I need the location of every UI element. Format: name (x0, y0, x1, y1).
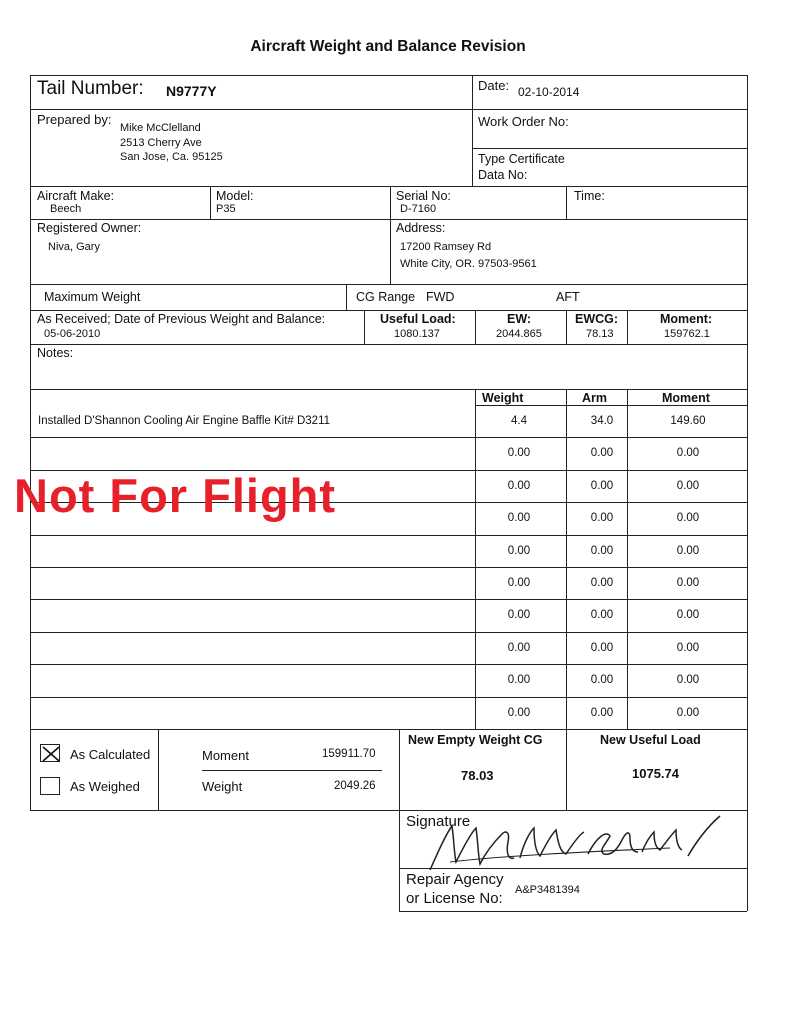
row-arm: 0.00 (590, 480, 614, 492)
new-useful-load-value: 1075.74 (632, 766, 679, 781)
repair-agency-label: Repair Agency (406, 871, 504, 888)
rule (30, 729, 747, 730)
row-weight: 0.00 (507, 707, 531, 719)
moment-value: 159762.1 (664, 328, 710, 340)
row-weight: 0.00 (507, 609, 531, 621)
row-moment: 0.00 (676, 674, 700, 686)
tail-number-label: Tail Number: (37, 78, 144, 99)
useful-load-value: 1080.137 (394, 328, 440, 340)
rule (346, 284, 347, 310)
as-calculated-checkbox[interactable] (40, 744, 60, 762)
rule (30, 284, 747, 285)
prepared-by-label: Prepared by: (37, 112, 112, 127)
form-title: Aircraft Weight and Balance Revision (250, 38, 526, 55)
rule (747, 75, 748, 911)
row-weight: 0.00 (507, 577, 531, 589)
x-mark-icon (41, 745, 61, 763)
table-header-arm: Arm (582, 391, 608, 405)
registered-owner-value: Niva, Gary (48, 241, 100, 253)
row-weight: 0.00 (507, 512, 531, 524)
row-divider (30, 632, 747, 633)
owner-address-line2: White City, OR. 97503-9561 (400, 258, 537, 270)
ew-label: EW: (507, 312, 532, 326)
work-order-label: Work Order No: (478, 114, 569, 129)
signature-label: Signature (406, 813, 471, 830)
row-arm: 34.0 (590, 415, 614, 427)
type-certificate-label: Type Certificate (478, 152, 565, 166)
new-empty-weight-cg-label: New Empty Weight CG (408, 733, 543, 747)
cg-fwd-label: FWD (426, 290, 455, 304)
rule (30, 75, 31, 810)
row-arm: 0.00 (590, 577, 614, 589)
row-moment: 0.00 (676, 577, 700, 589)
as-received-date: 05-06-2010 (44, 328, 101, 340)
rule (566, 310, 567, 344)
row-arm: 0.00 (590, 707, 614, 719)
row-arm: 0.00 (590, 642, 614, 654)
rule (566, 186, 567, 219)
row-arm: 0.00 (590, 512, 614, 524)
rule (30, 186, 747, 187)
row-divider (30, 697, 747, 698)
rule (30, 810, 747, 811)
table-header-moment: Moment (662, 391, 710, 405)
row-moment: 0.00 (676, 609, 700, 621)
row-weight: 0.00 (507, 674, 531, 686)
rule (202, 770, 382, 771)
type-certificate-data-label: Data No: (478, 168, 528, 182)
rule (472, 148, 747, 149)
rule (30, 389, 747, 390)
ewcg-label: EWCG: (575, 312, 619, 326)
row-moment: 0.00 (676, 512, 700, 524)
tail-number-value: N9777Y (166, 83, 217, 99)
model-label: Model: (216, 189, 254, 203)
rule (30, 344, 747, 345)
preparer-address-line2: San Jose, Ca. 95125 (120, 151, 223, 163)
preparer-name: Mike McClelland (120, 122, 201, 134)
row-weight: 0.00 (507, 447, 531, 459)
moment-label: Moment: (660, 312, 713, 326)
rule (158, 729, 159, 810)
row-divider (30, 664, 747, 665)
row-moment: 0.00 (676, 707, 700, 719)
rule (30, 75, 747, 76)
summary-weight-label: Weight (202, 779, 243, 794)
row-divider (30, 437, 747, 438)
row-weight: 0.00 (507, 642, 531, 654)
owner-address-line1: 17200 Ramsey Rd (400, 241, 492, 253)
notes-label: Notes: (37, 346, 74, 360)
row-arm: 0.00 (590, 674, 614, 686)
row-moment: 0.00 (676, 480, 700, 492)
license-no-label: or License No: (406, 890, 503, 907)
rule (210, 186, 211, 219)
rule (30, 109, 747, 110)
row-divider (30, 599, 747, 600)
row-arm: 0.00 (590, 447, 614, 459)
rule (475, 310, 476, 344)
row-moment: 149.60 (670, 415, 706, 427)
date-label: Date: (478, 78, 510, 93)
rule (364, 310, 365, 344)
row-moment: 0.00 (676, 642, 700, 654)
row-arm: 0.00 (590, 545, 614, 557)
handwritten-signature (420, 812, 730, 874)
rule (399, 911, 747, 912)
not-for-flight-watermark: Not For Flight (14, 469, 337, 522)
model-value: P35 (216, 203, 236, 215)
ew-value: 2044.865 (496, 328, 542, 340)
rule (30, 219, 747, 220)
row-weight: 0.00 (507, 545, 531, 557)
serial-value: D-7160 (400, 203, 437, 215)
new-useful-load-label: New Useful Load (600, 733, 701, 747)
useful-load-label: Useful Load: (380, 312, 456, 326)
row-arm: 0.00 (590, 609, 614, 621)
aircraft-make-label: Aircraft Make: (37, 189, 115, 203)
rule (475, 405, 747, 406)
row-weight: 0.00 (507, 480, 531, 492)
time-label: Time: (574, 189, 605, 203)
maximum-weight-label: Maximum Weight (44, 290, 141, 304)
rule (399, 729, 400, 911)
rule (566, 729, 567, 810)
registered-owner-label: Registered Owner: (37, 221, 142, 235)
cg-aft-label: AFT (556, 290, 580, 304)
summary-moment-label: Moment (202, 748, 249, 763)
rule (30, 310, 747, 311)
ewcg-value: 78.13 (586, 328, 614, 340)
rule (390, 186, 391, 284)
row-moment: 0.00 (676, 545, 700, 557)
row-weight: 4.4 (511, 415, 527, 427)
row-moment: 0.00 (676, 447, 700, 459)
table-header-weight: Weight (482, 391, 524, 405)
license-value: A&P3481394 (515, 884, 580, 896)
new-empty-weight-cg-value: 78.03 (461, 768, 494, 783)
rule (627, 310, 628, 344)
preparer-address-line1: 2513 Cherry Ave (120, 137, 202, 149)
date-value: 02-10-2014 (518, 85, 580, 99)
as-weighed-label: As Weighed (70, 779, 140, 794)
serial-label: Serial No: (396, 189, 451, 203)
rule (475, 389, 476, 729)
owner-address-label: Address: (396, 221, 446, 235)
as-weighed-checkbox[interactable] (40, 777, 60, 795)
row-divider (30, 535, 747, 536)
row-divider (30, 567, 747, 568)
as-received-label: As Received; Date of Previous Weight and Balance: (37, 312, 326, 326)
aircraft-make-value: Beech (50, 203, 82, 215)
rule (472, 75, 473, 186)
row-description: Installed D'Shannon Cooling Air Engine Baffle Kit# D3211 (38, 415, 331, 427)
summary-weight-value: 2049.26 (334, 780, 376, 792)
as-calculated-label: As Calculated (70, 747, 151, 762)
summary-moment-value: 159911.70 (322, 748, 376, 760)
cg-range-label: CG Range (356, 290, 416, 304)
